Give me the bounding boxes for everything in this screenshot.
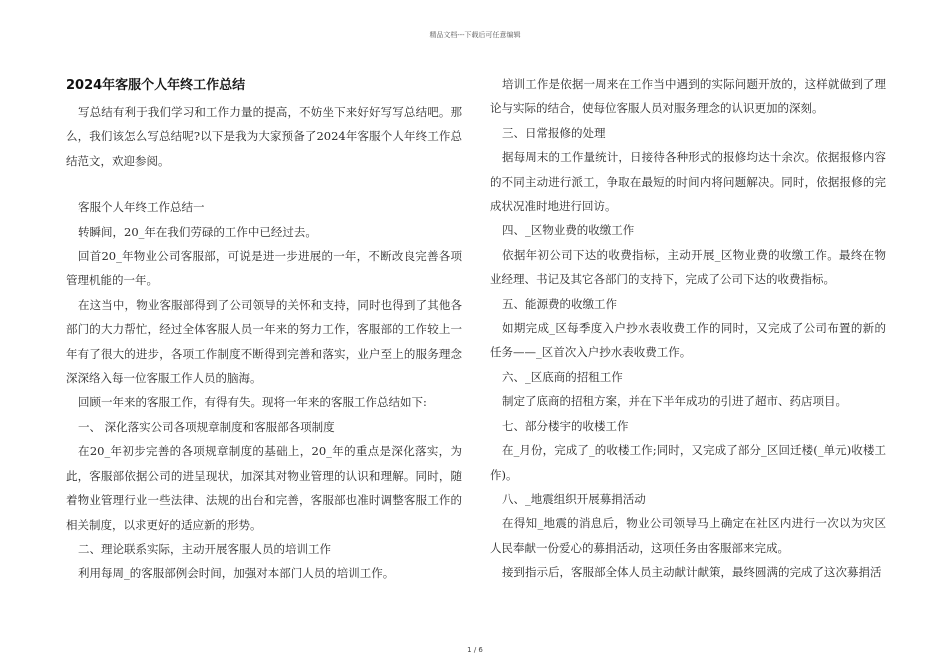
body-paragraph: 在这当中，物业客服部得到了公司领导的关怀和支持，同时也得到了其他各部门的大力帮忙，经过全体客服人员一年来的努力工作，客服部的工作较上一年有了很大的进步，各项工作制度不断得到完善和落实，业户至上的服务理念深深络入每一位客服工作人员的脑海。 [66,297,462,386]
body-paragraph: 回顾一年来的客服工作，有得有失。现将一年来的客服工作总结如下: [78,395,427,410]
body-paragraph: 培训工作是依据一周来在工作当中遇到的实际问题开放的，这样就做到了理论与实际的结合，使每位客服人员对服务理念的认识更加的深刻。 [490,77,886,116]
list-heading: 七、部分楼宇的收楼工作 [502,418,629,433]
page-number: 1 / 6 [467,646,483,654]
list-heading: 五、能源费的收缴工作 [502,296,617,311]
list-heading: 四、_区物业费的收缴工作 [502,223,635,238]
body-paragraph: 在得知_地震的消息后，物业公司领导马上确定在社区内进行一次以为灾区人民奉献一份爱心的募捐活动，这项任务由客服部来完成。 [490,516,886,555]
paragraph-spacer [66,173,462,195]
list-heading: 三、日常报修的处理 [502,125,606,140]
body-paragraph: 制定了底商的招租方案，并在下半年成功的引进了超市、药店项目。 [502,394,847,409]
document-title: 2024年客服个人年终工作总结 [66,78,246,93]
list-heading: 一、 深化落实公司各项规章制度和客服部各项制度 [78,419,335,434]
body-paragraph: 如期完成_区每季度入户抄水表收费工作的同时，又完成了公司布置的新的任务——_区首次入户抄水表收费工作。 [490,321,886,360]
list-heading: 二、理论联系实际，主动开展客服人员的培训工作 [78,541,331,556]
body-paragraph: 接到指示后，客服部全体人员主动献计献策，最终圆满的完成了这次募捐活 [502,565,882,580]
body-paragraph: 回首20_年物业公司客服部，可说是进一步进展的一年，不断改良完善各项管理机能的一年。 [66,249,462,288]
body-paragraph: 在20_年初步完善的各项规章制度的基础上，20_年的重点是深化落实，为此，客服部依据公司的进呈现状，加深其对物业管理的认识和理解。同时，随着物业管理行业一些法律、法规的出台和完善，客服部也准时调整客服工作的相关制度，以求更好的适应新的形势。 [66,444,462,532]
body-paragraph: 依据年初公司下达的收费指标，主动开展_区物业费的收缴工作。最终在物业经理、书记及其它各部门的支持下，完成了公司下达的收费指标。 [490,247,886,287]
page-header: 精品文档---下载后可任意编辑 [429,31,521,39]
body-paragraph: 转瞬间，20_年在我们劳碌的工作中已经过去。 [78,224,317,239]
section-heading: 客服个人年终工作总结一 [78,200,205,215]
body-paragraph: 利用每周_的客服部例会时间，加强对本部门人员的培训工作。 [78,566,395,581]
right-column [490,72,886,585]
list-heading: 八、_地震组织开展募捐活动 [502,491,646,506]
list-heading: 六、_区底商的招租工作 [502,369,623,384]
body-paragraph: 据每周末的工作量统计，日接待各种形式的报修均达十余次。依据报修内容的不同主动进行派工，争取在最短的时间内将问题解决。同时，依据报修的完成状况准时地进行回访。 [490,150,886,214]
body-paragraph: 在_月份，完成了_的收楼工作;同时，又完成了部分_区回迁楼(_单元)收楼工作)。 [490,443,886,482]
intro-paragraph: 写总结有利于我们学习和工作力量的提高，不妨坐下来好好写写总结吧。那么，我们该怎么写总结呢?以下是我为大家预备了2024年客服个人年终工作总结范文，欢迎参阅。 [66,105,462,168]
left-column [66,74,462,586]
